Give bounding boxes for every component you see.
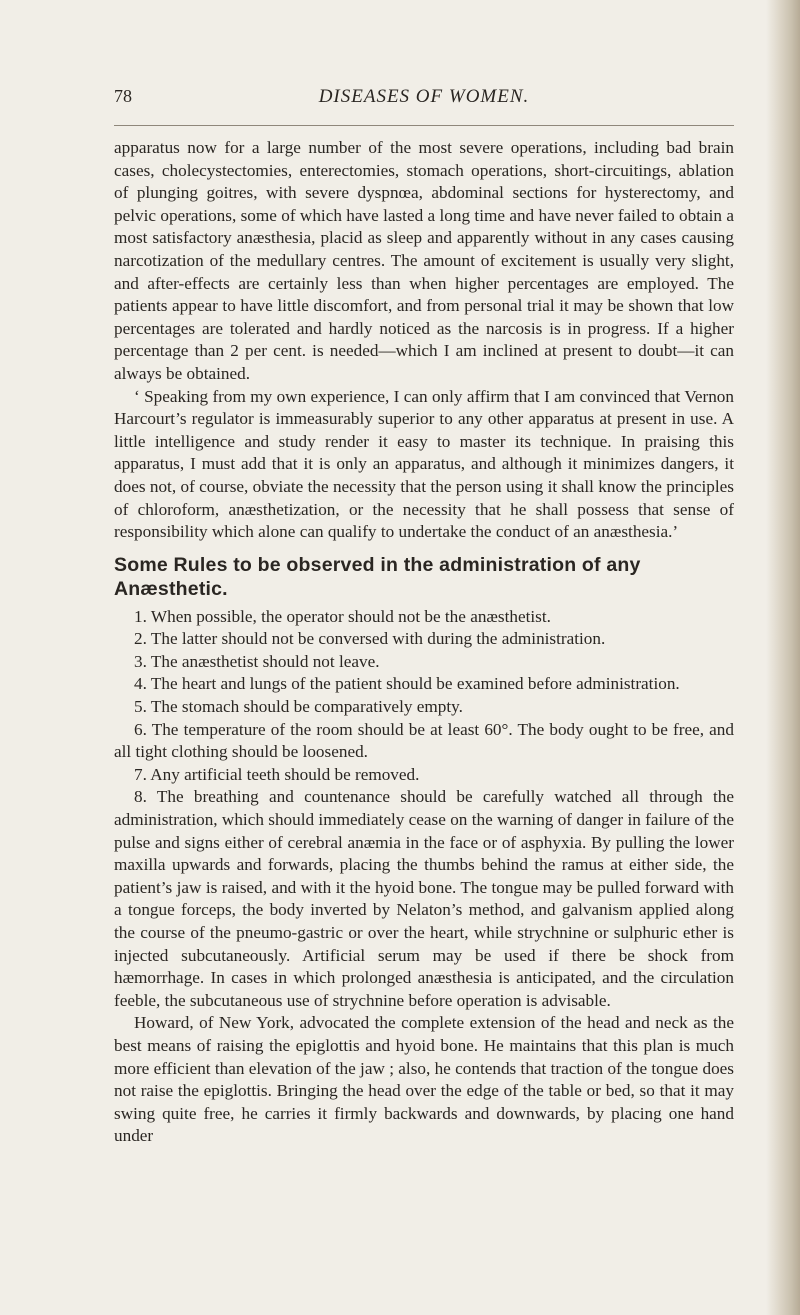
rule-item: 7. Any artificial teeth should be removed.: [134, 764, 420, 784]
page-body: [114, 137, 734, 1148]
page-number: 78: [114, 86, 132, 106]
page-edge-shadow: [766, 0, 800, 1315]
paragraph-howard: Howard, of New York, advocated the complete extension of the head and neck as the best means of raising the epiglottis and hyoid bone. He maintains that this plan is much more efficient than elevation of the jaw ; also, he contends that traction of the tongue does not raise the epiglottis. Bringing the head over the edge of the table or bed, so that it may swing quite free, he carries it firmly backwards and downwards, by placing one hand under: [114, 1013, 734, 1146]
running-title: DISEASES OF WOMEN.: [318, 86, 530, 107]
rule-item: 5. The stomach should be comparatively empty.: [134, 697, 463, 717]
rule-item: 1. When possible, the operator should not be the anæsthetist.: [134, 606, 551, 626]
paragraph-quote: ‘ Speaking from my own experience, I can only affirm that I am convinced that Vernon Harcourt’s regulator is immeasurably superior to any other apparatus at present in use. A little intelligence and study render it easy to master its technique. In praising this apparatus, I must add that it is only an apparatus, and although it minimizes dangers, it does not, of course, obviate the necessity that the person using it shall know the principles of chloroform, anæsthetization, or the necessity that he shall possess that sense of responsibility which alone can qualify to undertake the conduct of an anæsthesia.’: [114, 386, 734, 542]
rule-item: 8. The breathing and countenance should be carefully watched all through the administration, which should immediately cease on the warning of danger in failure of the pulse and signs either of cerebral anæmia in the face or of asphyxia. By pulling the lower maxilla upwards and forwards, placing the thumbs behind the ramus at either side, the patient’s jaw is raised, and with it the hyoid bone. The tongue may be pulled forward with a tongue forceps, the body inverted by Nelaton’s method, and galvanism applied along the course of the pneumo-gastric or over the heart, while strychnine or sulphuric ether is injected subcutaneously. Artificial serum may be used if there be shock from hæmorrhage. In cases in which prolonged anæsthesia is anticipated, and the circulation feeble, the subcutaneous use of strychnine before operation is advisable.: [114, 787, 734, 1010]
page-header: [114, 86, 734, 116]
rule-item: 6. The temperature of the room should be at least 60°. The body ought to be free, and all tight clothing should be loosened.: [114, 719, 734, 762]
rule-item: 2. The latter should not be conversed with during the administration.: [134, 629, 606, 649]
paragraph-continued: apparatus now for a large number of the most severe operations, including bad brain cases, cholecystectomies, enterectomies, stomach operations, short-circuitings, ablation of plunging goitres, with severe dyspnœa, abdominal sections for hysterectomy, and pelvic operations, some of which have lasted a long time and have never failed to obtain a most satisfactory anæsthesia, placid as sleep and apparently without in any cases causing narcotization of the medullary centres. The amount of excitement is usually very slight, and after-effects are certainly less than when higher percentages are employed. The patients appear to have little discomfort, and from personal trial it may be shown that low percentages are tolerated and hardly noticed as the narcosis is in progress. If a higher percentage than 2 per cent. is needed—which I am inclined at present to doubt—it can always be obtained.: [114, 138, 734, 383]
header-rule: [114, 125, 734, 126]
section-heading: Some Rules to be observed in the administration of any Anæsthetic.: [114, 553, 641, 600]
rule-item: 4. The heart and lungs of the patient should be examined before administration.: [134, 674, 680, 694]
rule-item: 3. The anæsthetist should not leave.: [134, 651, 380, 671]
